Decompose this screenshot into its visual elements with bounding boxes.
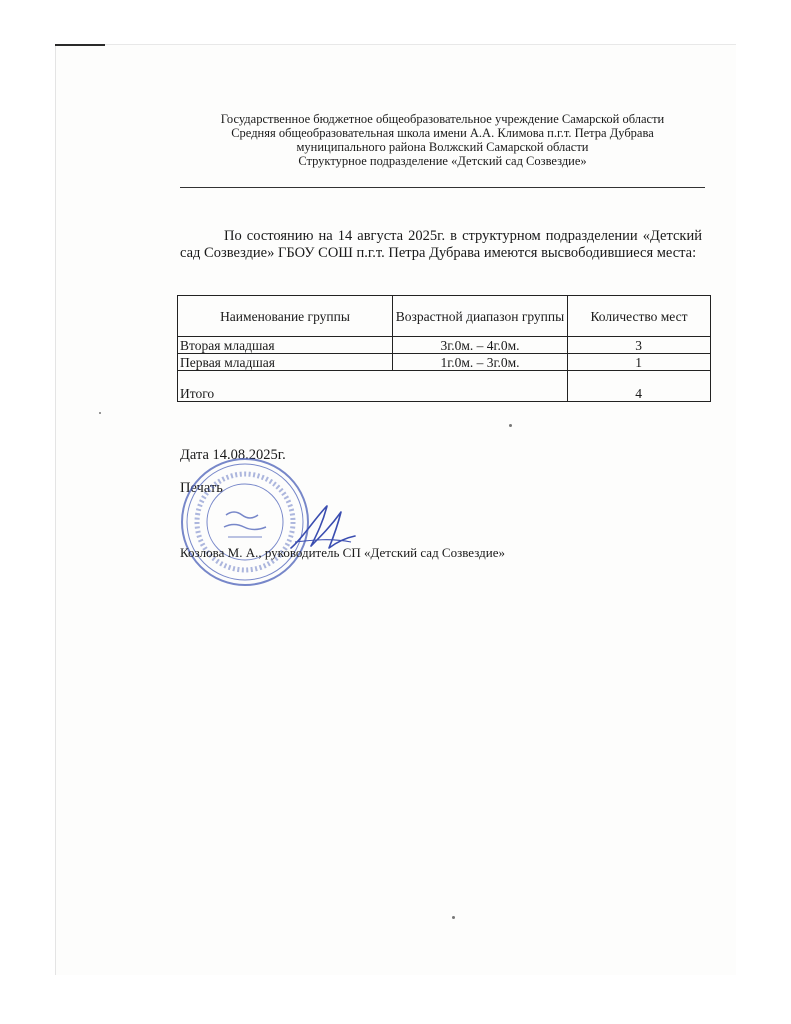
scan-speck	[452, 916, 455, 919]
intro-paragraph: По состоянию на 14 августа 2025г. в структурном подразделении «Детский сад Созвездие» ГБОУ СОШ п.г.т. Петра Дубрава имеются высвободившиеся места:	[180, 228, 702, 261]
table-row	[178, 337, 711, 354]
column-header-count: Количество мест	[568, 296, 711, 337]
signature-line: Козлова М. А., руководитель СП «Детский сад Созвездие»	[180, 545, 505, 560]
total-label: Итого	[178, 371, 568, 402]
age-range: 3г.0м. – 4г.0м.	[393, 337, 568, 354]
header-line-2: Средняя общеобразовательная школа имени А.А. Климова п.г.т. Петра Дубрава	[231, 126, 654, 140]
column-header-age: Возрастной диапазон группы	[393, 296, 568, 337]
table-header-row	[178, 296, 711, 337]
scan-speck	[99, 412, 101, 414]
column-header-group: Наименование группы	[178, 296, 393, 337]
header-line-1: Государственное бюджетное общеобразовательное учреждение Самарской области	[220, 112, 665, 126]
table-total-row	[178, 371, 711, 402]
group-name: Вторая младшая	[178, 337, 393, 354]
scan-speck	[509, 424, 512, 427]
places-table	[177, 295, 711, 402]
table-row	[178, 354, 711, 371]
header-divider	[180, 187, 705, 188]
places-count: 3	[568, 337, 711, 354]
organization-header	[180, 112, 705, 168]
age-range: 1г.0м. – 3г.0м.	[393, 354, 568, 371]
header-line-4: Структурное подразделение «Детский сад Созвездие»	[298, 154, 587, 168]
group-name: Первая младшая	[178, 354, 393, 371]
stamp-label: Печать	[180, 480, 223, 496]
places-count: 1	[568, 354, 711, 371]
total-count: 4	[568, 371, 711, 402]
scan-edge-mark	[55, 44, 105, 46]
scanned-page	[55, 44, 736, 975]
date-line: Дата 14.08.2025г.	[180, 447, 286, 463]
header-line-3: муниципального района Волжский Самарской области	[296, 140, 589, 154]
